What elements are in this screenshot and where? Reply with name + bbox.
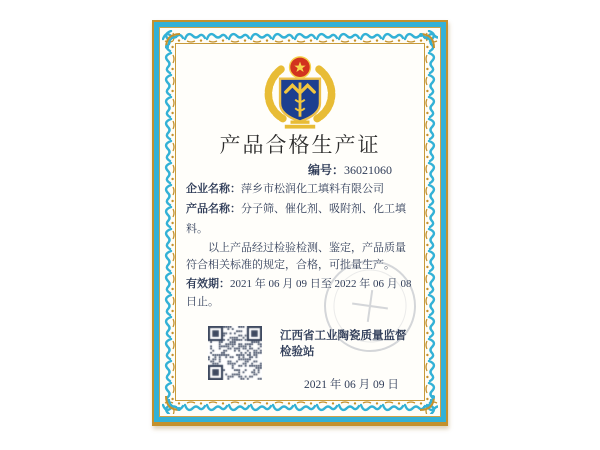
quality-inspection-badge-icon bbox=[252, 54, 348, 130]
border-ornament-bottom bbox=[162, 401, 438, 414]
company-name-field bbox=[186, 179, 414, 199]
validity-label: 有效期： bbox=[186, 278, 230, 290]
ornament-frame bbox=[162, 30, 438, 414]
serial-value: 36021060 bbox=[344, 163, 393, 177]
border-gold-line bbox=[159, 27, 441, 417]
validity-value: 2021 年 06 月 09 日至 2022 年 06 月 08 日止。 bbox=[186, 278, 412, 308]
border-ornament-right bbox=[425, 30, 438, 414]
product-name-value: 分子筛、催化剂、吸附剂、化工填料。 bbox=[186, 203, 406, 235]
certificate bbox=[152, 20, 448, 426]
official-stamp-icon bbox=[316, 252, 424, 360]
certificate-body bbox=[175, 43, 425, 401]
company-name-label: 企业名称： bbox=[186, 183, 241, 195]
certificate-title: 产品合格生产证 bbox=[219, 133, 381, 157]
qr-code bbox=[208, 326, 262, 380]
conformity-statement: 以上产品经过检验检测、鉴定，产品质量符合相关标准的规定，合格，可批量生产。 bbox=[186, 242, 406, 271]
product-name-field bbox=[186, 199, 414, 239]
border-cyan-band bbox=[154, 22, 446, 422]
product-name-label: 产品名称： bbox=[186, 203, 241, 215]
serial-label: 编号： bbox=[308, 163, 345, 177]
issue-date: 2021 年 06 月 09 日 bbox=[304, 379, 399, 391]
issuer-name: 江西省工业陶瓷质量监督检验站 bbox=[280, 330, 407, 358]
company-name-value: 萍乡市松润化工填料有限公司 bbox=[241, 183, 384, 195]
border-ornament-top bbox=[162, 30, 438, 43]
border-ornament-left bbox=[162, 30, 175, 414]
serial-number-line bbox=[186, 162, 414, 179]
